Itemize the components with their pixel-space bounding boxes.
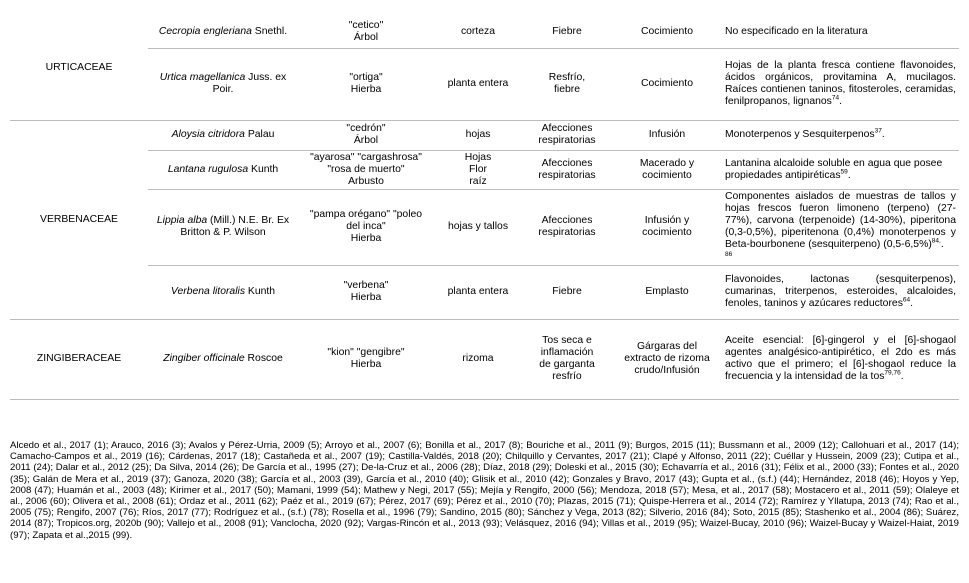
family-name: URTICACEAE <box>45 61 113 73</box>
note-period: . <box>940 238 944 250</box>
table-row <box>10 150 959 189</box>
common-name-line: Hierba <box>350 233 382 244</box>
preparation-line: Infusión <box>648 129 686 140</box>
species-author: Roscoe <box>247 353 283 364</box>
note-period: . <box>910 298 914 309</box>
compounds-note <box>722 48 959 120</box>
part-used-line: planta entera <box>447 286 509 297</box>
family-name: ZINGIBERACEAE <box>10 319 148 399</box>
note-text: No especificado en la literatura <box>725 25 868 37</box>
common-name <box>298 120 434 150</box>
table-row <box>10 48 959 120</box>
note-text: Aceite esencial: [6]-gingerol y el [6]-shogaol agentes analgésico-antipirético, el 2do es más activo que el primero; el [6]-shogaol reduce la frecuencia y la intensidad de la tos <box>725 335 956 382</box>
citation-superscript: 64 <box>902 296 911 304</box>
species-author: Snethl. <box>254 25 288 37</box>
part-used <box>434 16 522 48</box>
common-name-line: Árbol <box>353 135 379 146</box>
common-name-line: Árbol <box>353 31 379 43</box>
species-author: Kunth <box>247 286 276 297</box>
common-name-line: "ortiga" <box>349 72 383 83</box>
medicinal-use-line: de garganta <box>539 359 595 370</box>
preparation <box>612 16 722 48</box>
species-name <box>148 16 298 48</box>
common-name-line: "rosa de muerto" <box>327 163 405 175</box>
citation-superscript: 84, <box>931 237 941 245</box>
preparation-line: cocimiento <box>642 227 692 238</box>
compounds-note <box>722 319 959 399</box>
citation-superscript: 37 <box>874 127 882 135</box>
medicinal-use-line: inflamación <box>540 347 594 358</box>
preparation <box>612 150 722 189</box>
citation-superscript: 74 <box>831 94 840 102</box>
table-row <box>10 319 959 399</box>
common-name-line: Hierba <box>350 292 382 303</box>
table-body <box>10 16 959 399</box>
preparation-line: Infusión y <box>644 215 690 226</box>
species-scientific: Cecropia engleriana <box>158 25 252 37</box>
compounds-note <box>722 120 959 150</box>
medicinal-use <box>522 48 612 120</box>
medicinal-use-line: Resfrío, <box>548 72 586 83</box>
part-used-line: hojas y tallos <box>447 221 509 232</box>
preparation-line: crudo/Infusión <box>634 365 700 376</box>
species-scientific: Zingiber officinale <box>163 353 245 364</box>
part-used <box>434 150 522 189</box>
medicinal-use-line: Fiebre <box>552 25 582 37</box>
part-used <box>434 319 522 399</box>
species-name <box>148 150 298 189</box>
compounds-note <box>722 265 959 319</box>
note-text: Monoterpenos y Sesquiterpenos <box>725 129 875 140</box>
species-name <box>148 319 298 399</box>
references-paragraph: Alcedo et al., 2017 (1); Arauco, 2016 (3); Avalos y Pérez-Urria, 2009 (5); Arroyo et al., 2007 (6); Bonilla et al., 2017 (8); Bouriche et al., 2011 (9); Burgos, 2015 (11); Bussmann et al., 2009 (12); Callohuari et al., 2017 (14); Camacho-Campos et al., 2019 (16); Cárdenas, 2017 (18); Castañeda et al., 2007 (19); Castilla-Valdés, 2018 (20); Chilquillo y Cervantes, 2017 (21); Clapé y Alfonso, 2011 (22); Cuéllar y Hussein, 2009 (23); Cutipa et al., 2011 (24); Dalar et al., 2012 (25); Da Silva, 2014 (26); De García et al., 1995 (27); De-la-Cruz et al., 2006 (28); Díaz, 2018 (29); Doleski et al., 2015 (30); Echavarría et al., 2016 (31); Félix et al., 2000 (33); Fontes et al., 2020 (35); Galán de Mera et al., 2019 (37); Ganoza, 2020 (38); García et al., 2003 (39), García et al., 2010 (40); Glisik et al., 2010 (42); Gonzales y Bravo, 2017 (43); Gupta et al., (s.f.) (44); Hernández, 2018 (46); Hoyos y Yep, 2008 (47); Huamán et al., 2003 (48); Kirimer et al., 2017 (50); Mamani, 1999 (54); Mathew y Negi, 2017 (55); Mejía y Rengifo, 2000 (56); Mendoza, 2018 (57); Mesa, et al., 2017 (58); Mostacero et al., 2011 (59); Olaleye et al., 2006 (60); Olivera et al., 2008 (61); Ordaz et al., 2011 (62); Paéz et al., 2019 (67); Pérez, 2017 (69); Pérez et al., 2010 (70); Plazas, 2015 (71); Quispe-Herrera et al., 2014 (72); Ramírez y Yllatupa, 2013 (74); Rao et al., 2005 (75); Rengifo, 2007 (76); Ríos, 2017 (77); Rodríguez et al., (s.f.) (78); Rosella et al., 1996 (79); Sandino, 2015 (80); Sánchez y Vega, 2013 (82); Silverio, 2016 (84); Soto, 2015 (85); Stashenko et al., 2004 (86); Suárez, 2014 (87); Tropicos.org, 2020b (90); Vallejo et al., 2008 (91); Vanclocha, 2020 (92); Vargas-Rincón et al., 2013 (93); Velásquez, 2016 (94); Villas et al., 2019 (95); Waizel-Bucay, 2010 (96); Waizel-Bucay y Waizel-Haiat, 2019 (97); Zapata et al.,2015 (99). <box>10 440 959 541</box>
part-used-line: raíz <box>469 175 487 187</box>
note-text: Hojas de la planta fresca contiene flavonoides, ácidos orgánicos, provitamina A, mucilagos. Raíces contienen taninos, fitosteroles, ceramidas, fenilpropanos, lignanos <box>725 60 956 107</box>
part-used <box>434 120 522 150</box>
medicinal-plants-table <box>10 16 959 400</box>
family-name: VERBENACEAE <box>10 120 148 319</box>
common-name-line: "pampa orégano" "poleo <box>309 209 423 220</box>
common-name <box>298 48 434 120</box>
medicinal-use-line: respiratorias <box>538 227 596 238</box>
medicinal-use-line: respiratorias <box>538 169 596 181</box>
part-used <box>434 48 522 120</box>
citation-superscript-continued: 86 <box>725 250 733 258</box>
table-row <box>10 120 959 150</box>
species-scientific: Lippia alba <box>156 215 208 226</box>
common-name <box>298 16 434 48</box>
medicinal-use-line: Fiebre <box>552 286 582 297</box>
medicinal-use <box>522 189 612 265</box>
preparation-line: cocimiento <box>642 169 692 181</box>
species-name <box>148 265 298 319</box>
part-used-line: planta entera <box>447 78 509 89</box>
medicinal-use <box>522 16 612 48</box>
part-used-line: corteza <box>460 25 496 37</box>
common-name <box>298 265 434 319</box>
preparation <box>612 120 722 150</box>
table-row <box>10 189 959 265</box>
species-author: (Mill.) N.E. Br. Ex Britton & P. Wilson <box>180 215 290 238</box>
note-period: . <box>847 169 851 181</box>
species-scientific: Verbena litoralis <box>170 286 246 297</box>
note-text: Componentes aislados de muestras de tallos y hojas frescos fueron limoneno (terpeno) (27-77%), carvona (terpenoide) (14-30%), piperitona (0,3-0,5%), piperitenona (0,4%) monoterpenos y Beta-bourbonene (sesquiterpeno) (0,5-6,5%) <box>725 190 956 250</box>
species-scientific: Lantana rugulosa <box>167 163 249 175</box>
preparation-line: Cocimiento <box>641 25 693 37</box>
part-used-line: Flor <box>469 163 487 175</box>
medicinal-use-line: Afecciones <box>541 215 593 226</box>
common-name <box>298 150 434 189</box>
part-used <box>434 265 522 319</box>
species-author: Juss. ex Poir. <box>212 72 287 95</box>
note-period: . <box>900 371 904 382</box>
preparation <box>612 48 722 120</box>
note-period: . <box>839 96 842 107</box>
preparation-line: Cocimiento <box>641 78 693 89</box>
species-name <box>148 189 298 265</box>
common-name-line: Arbusto <box>348 175 384 187</box>
preparation <box>612 319 722 399</box>
species-name <box>148 120 298 150</box>
common-name-line: "cedrón" <box>346 123 386 134</box>
part-used-line: rizoma <box>462 353 494 364</box>
note-text: Lantanina alcaloide soluble en agua que posee propiedades antipiréticas <box>725 157 943 181</box>
medicinal-use <box>522 265 612 319</box>
compounds-note <box>722 16 959 48</box>
citation-superscript: 59 <box>840 168 848 176</box>
common-name-line: Hierba <box>350 84 382 95</box>
part-used <box>434 189 522 265</box>
common-name-line: Hierba <box>350 359 382 370</box>
species-scientific: Urtica magellanica <box>159 72 246 83</box>
medicinal-use <box>522 150 612 189</box>
common-name <box>298 189 434 265</box>
part-used-line: Hojas <box>464 151 492 163</box>
preparation <box>612 189 722 265</box>
common-name-line: "ayarosa" "cargashrosa" <box>310 151 422 163</box>
common-name-line: "cetico" <box>348 19 384 31</box>
table-row <box>10 16 959 48</box>
table-row <box>10 265 959 319</box>
medicinal-use-line: fiebre <box>554 84 580 95</box>
common-name <box>298 319 434 399</box>
common-name-line: "kion" "gengibre" <box>327 347 405 358</box>
note-text: Flavonoides, lactonas (sesquiterpenos), cumarinas, triterpenos, esteroides, alcaloides, fenoles, taninos y azúcares reductores <box>725 274 956 309</box>
medicinal-use-line: resfrío <box>552 371 582 382</box>
species-scientific: Aloysia citridora <box>171 129 245 140</box>
species-author: Palau <box>247 129 275 140</box>
compounds-note <box>722 150 959 189</box>
preparation-line: extracto de rizoma <box>624 353 710 364</box>
medicinal-use <box>522 319 612 399</box>
compounds-note <box>722 189 959 265</box>
medicinal-use-line: Tos seca e <box>542 335 592 346</box>
medicinal-use <box>522 120 612 150</box>
medicinal-use-line: Afecciones <box>541 157 593 169</box>
species-name <box>148 48 298 120</box>
part-used-line: hojas <box>465 129 491 140</box>
medicinal-use-line: respiratorias <box>538 135 596 146</box>
citation-superscript: 79,76 <box>884 369 901 377</box>
medicinal-use-line: Afecciones <box>541 123 593 134</box>
preparation-line: Gárgaras del <box>636 341 698 352</box>
common-name-line: del inca" <box>346 221 386 232</box>
common-name-line: "verbena" <box>343 280 389 291</box>
preparation <box>612 265 722 319</box>
species-author: Kunth <box>251 163 279 175</box>
preparation-line: Emplasto <box>645 286 689 297</box>
preparation-line: Macerado y <box>639 157 695 169</box>
note-period: . <box>881 129 885 140</box>
